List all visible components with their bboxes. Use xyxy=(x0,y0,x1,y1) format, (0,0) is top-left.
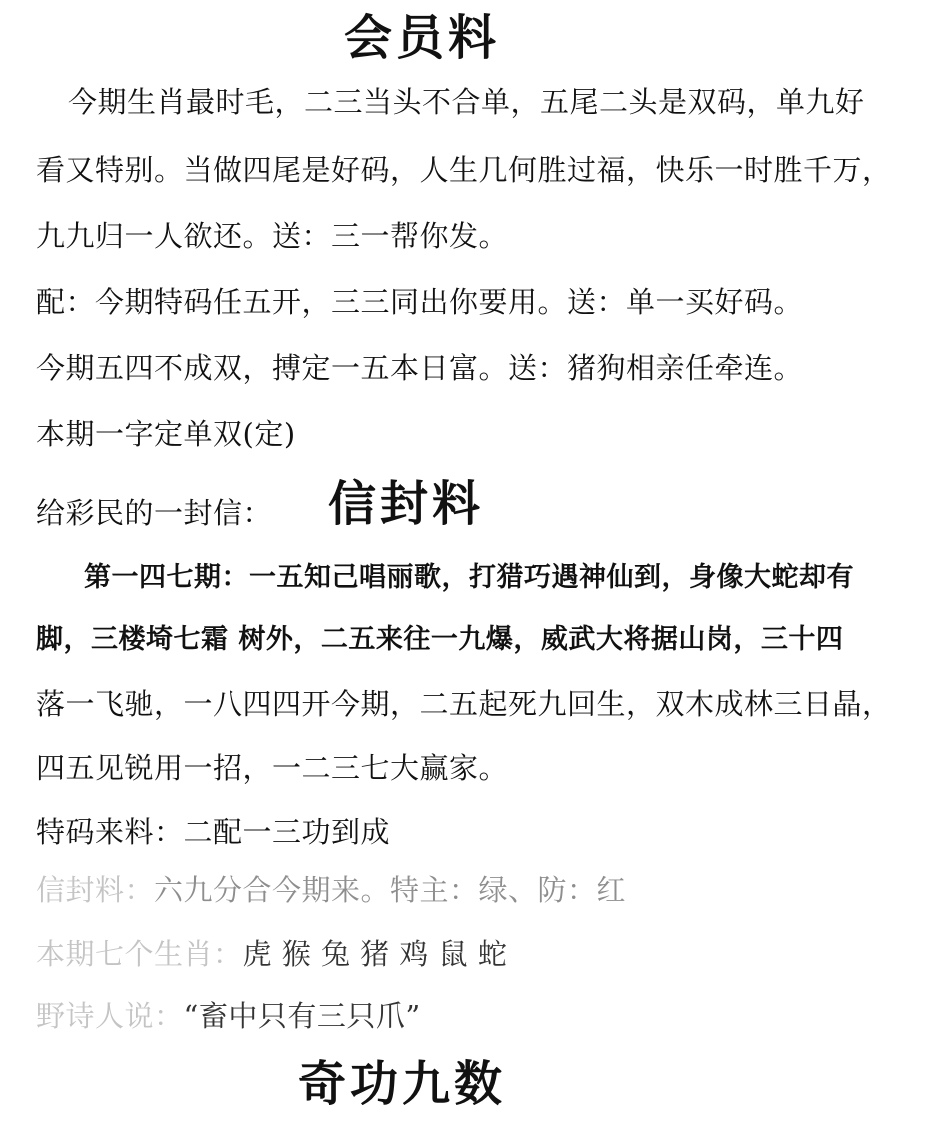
section1-title: 会员料 xyxy=(344,10,501,66)
section2-line-5: 特码来料：二配一三功到成 xyxy=(36,815,391,849)
section1-line-6: 本期一字定单双(定) xyxy=(36,417,296,451)
section2-intro: 给彩民的一封信： xyxy=(36,496,273,530)
faded-line-text: 虎 猴 兔 猪 鸡 鼠 蛇 xyxy=(242,937,508,971)
section3-title: 奇功九数 xyxy=(298,1056,507,1112)
section2-title: 信封料 xyxy=(328,476,485,532)
faded-line-text: “畜中只有三只爪” xyxy=(183,999,421,1033)
section2-faded-line-3 xyxy=(36,999,421,1033)
section2-line-3: 落一飞驰，一八四四开今期，二五起死九回生，双木成林三日晶， xyxy=(36,687,892,721)
section2-line-4: 四五见锐用一招，一二三七大赢家。 xyxy=(36,751,509,785)
section2-line-1: 第一四七期：一五知己唱丽歌，打猎巧遇神仙到，身像大蛇却有 xyxy=(84,562,854,593)
section1-line-4: 配：今期特码任五开，三三同出你要用。送：单一买好码。 xyxy=(36,285,804,319)
faded-line-text: 六九分合今期来。特主：绿、防：红 xyxy=(154,873,627,907)
faded-line-prefix: 本期七个生肖： xyxy=(36,937,243,971)
faded-line-prefix: 信封料： xyxy=(36,873,155,907)
section1-line-3: 九九归一人欲还。送：三一帮你发。 xyxy=(36,219,509,253)
section2-faded-line-2 xyxy=(36,937,508,971)
section2-faded-line-1 xyxy=(36,873,627,907)
section1-line-5: 今期五四不成双，搏定一五本日富。送：猪狗相亲任牵连。 xyxy=(36,351,804,385)
faded-line-prefix: 野诗人说： xyxy=(36,999,184,1033)
section1-line-1: 今期生肖最时毛，二三当头不合单，五尾二头是双码，单九好 xyxy=(68,85,865,119)
section1-line-2: 看又特别。当做四尾是好码，人生几何胜过福，快乐一时胜千万， xyxy=(36,153,892,187)
section2-line-2: 脚，三楼埼七霜 树外，二五来往一九爆，威武大将据山岗，三十四 xyxy=(36,624,844,655)
